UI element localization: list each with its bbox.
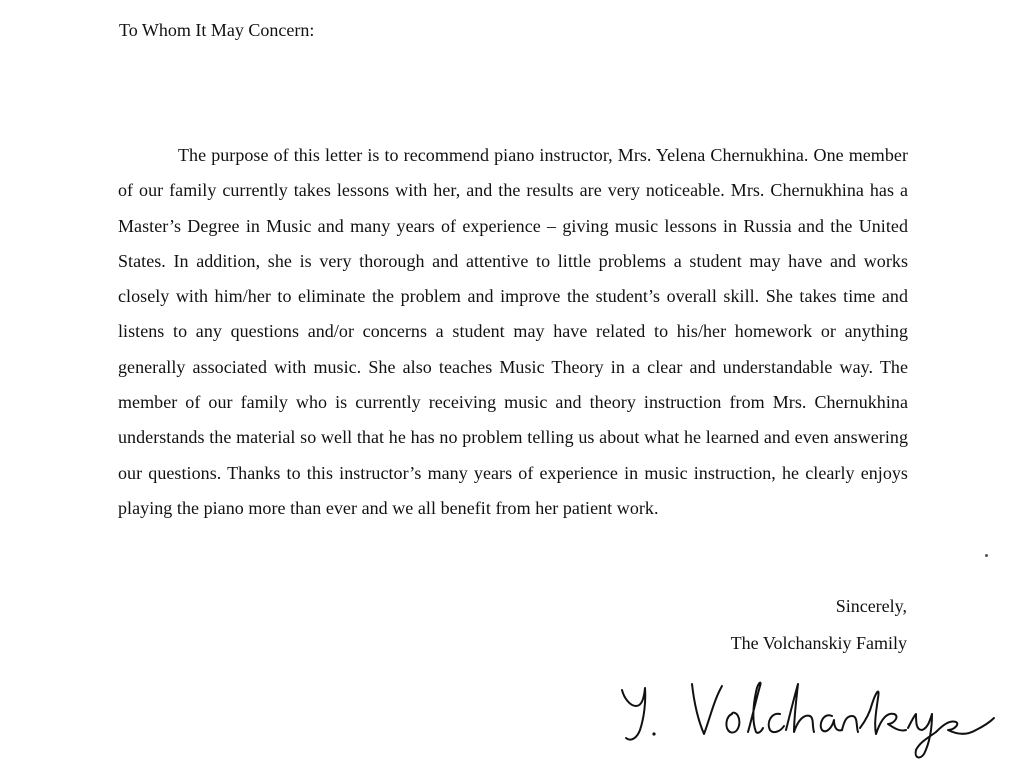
- signature-stroke-end: [936, 718, 994, 734]
- signature-stroke-iy: [908, 714, 936, 757]
- signature-stroke-o: [726, 713, 739, 733]
- signature-stroke-a: [821, 715, 842, 731]
- signature-dot: [652, 732, 655, 735]
- signature-stroke-n: [842, 716, 858, 732]
- signer-name: The Volchanskiy Family: [730, 633, 907, 653]
- salutation: To Whom It May Concern:: [119, 20, 315, 40]
- signature-stroke-c: [769, 714, 784, 732]
- signature-stroke-sk: [860, 691, 906, 734]
- signature-stroke-v: [692, 684, 722, 734]
- handwritten-signature: [610, 662, 1005, 762]
- signature-stroke-l: [748, 683, 763, 733]
- closing: Sincerely,: [835, 596, 907, 616]
- letter-body: The purpose of this letter is to recommend piano instructor, Mrs. Yelena Chernukhina. One member of our family currently takes lessons with her, and the results are very noticeable. Mrs. Chernukhina has a Master’s Degree in Music and many years of experience – giving music lessons in Russia and the United States. In addition, she is very thorough and attentive to little problems a student may have and works closely with him/her to eliminate the problem and improve the student’s overall skill. She takes time and listens to any questions and/or concerns a student may have related to his/her homework or anything generally associated with music. She also teaches Music Theory in a clear and understandable way. The member of our family who is currently receiving music and theory instruction from Mrs. Chernukhina understands the material so well that he has no problem telling us about what he learned and even answering our questions. Thanks to this instructor’s many years of experience in music instruction, he clearly enjoys playing the piano more than ever and we all benefit from her patient work.: [118, 145, 908, 518]
- signature-stroke-h: [786, 684, 814, 732]
- signature-stroke-y: [622, 688, 645, 740]
- scan-speck: [985, 554, 988, 557]
